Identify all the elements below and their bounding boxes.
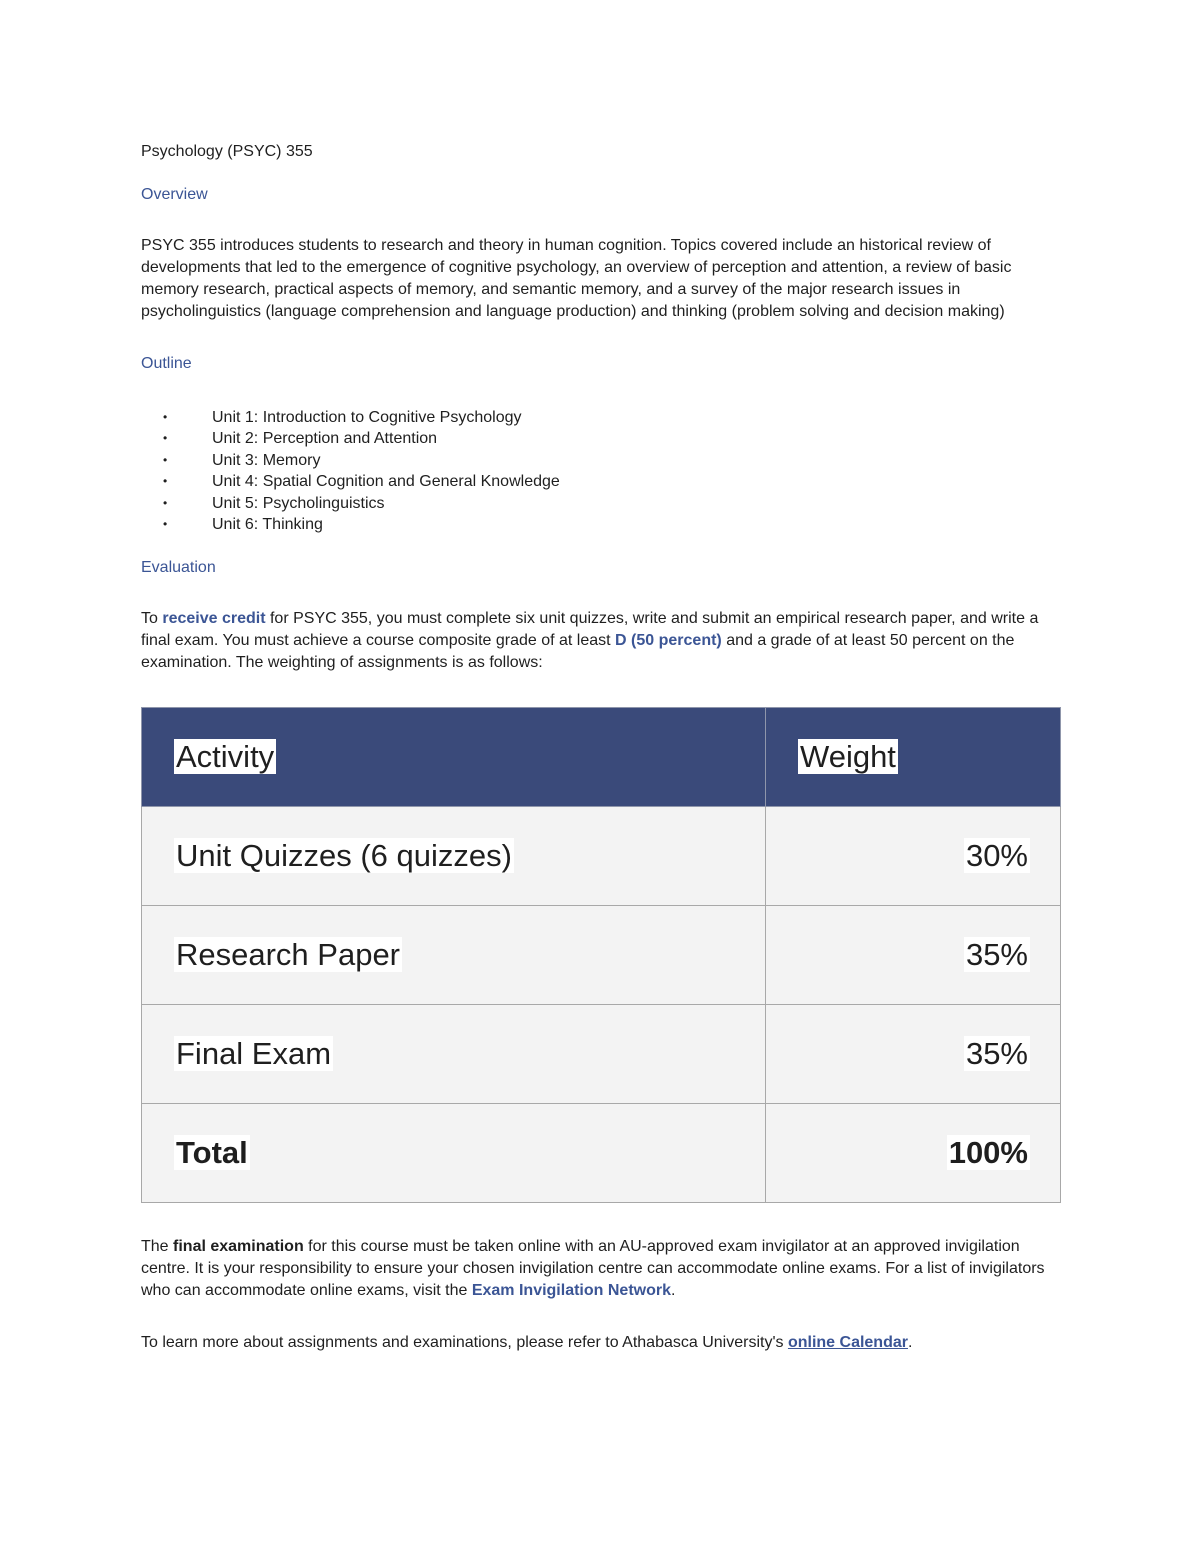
online-calendar-link[interactable]: online Calendar	[787, 1334, 908, 1352]
final-exam-text: .	[670, 1282, 676, 1300]
grade-d-link[interactable]: D (50 percent)	[615, 632, 722, 650]
list-item	[141, 471, 1061, 492]
bullet-icon: •	[163, 517, 168, 532]
final-examination-bold: final examination	[173, 1238, 304, 1256]
bullet-icon: •	[163, 474, 168, 489]
overview-heading: Overview	[141, 186, 208, 203]
calendar-text: To learn more about assignments and examinations, please refer to Athabasca University's	[141, 1334, 788, 1352]
list-item-label: Unit 4: Spatial Cognition and General Knowledge	[212, 473, 560, 491]
list-item-label: Unit 6: Thinking	[212, 516, 323, 534]
list-item	[141, 493, 1061, 514]
weight-cell: 30%	[766, 807, 1061, 906]
bullet-icon: •	[163, 431, 168, 446]
list-item-label: Unit 2: Perception and Attention	[212, 430, 438, 448]
evaluation-intro-text: To	[141, 610, 163, 628]
evaluation-intro	[141, 608, 1061, 674]
activity-cell: Final Exam	[142, 1005, 766, 1104]
evaluation-heading: Evaluation	[141, 559, 216, 577]
document-page	[141, 142, 1061, 1354]
calendar-text: .	[907, 1334, 913, 1352]
activity-cell: Research Paper	[142, 906, 766, 1005]
list-item-label: Unit 5: Psycholinguistics	[212, 494, 385, 512]
list-item-label: Unit 3: Memory	[212, 451, 321, 469]
bullet-icon: •	[163, 495, 168, 510]
evaluation-intro-text: and a grade of at least 50 percent on the examination. The weighting of assignments is as follows:	[141, 632, 1015, 672]
total-weight-cell: 100%	[766, 1104, 1061, 1203]
weighting-table	[141, 707, 1061, 1203]
total-label-cell: Total	[142, 1104, 766, 1203]
exam-invigilation-network-link[interactable]: Exam Invigilation Network	[471, 1282, 671, 1300]
activity-cell: Unit Quizzes (6 quizzes)	[142, 807, 766, 906]
bullet-icon: •	[163, 452, 168, 467]
evaluation-intro-text: for PSYC 355, you must complete six unit quizzes, write and submit an empirical research paper, and write a final exam. You must achieve a course composite grade of at least	[141, 610, 1039, 650]
page-title: Psychology (PSYC) 355	[141, 143, 313, 160]
outline-list	[141, 407, 1061, 535]
table-row	[142, 807, 1061, 906]
bullet-icon: •	[163, 410, 168, 424]
final-exam-paragraph	[141, 1236, 1061, 1302]
list-item	[141, 514, 1061, 535]
overview-text: PSYC 355 introduces students to research and theory in human cognition. Topics covered include an historical review of developments that led to the emergence of cognitive psychology, an overview of perception and attention, a review of basic memory research, practical aspects of memory, and semantic memory, and a survey of the major research issues in psycholinguistics (language comprehension and language production) and thinking (problem solving and decision making)	[141, 237, 1012, 320]
outline-heading: Outline	[141, 355, 192, 372]
list-item	[141, 407, 1061, 428]
header-activity: Activity	[142, 708, 766, 807]
weight-cell: 35%	[766, 906, 1061, 1005]
header-weight: Weight	[766, 708, 1061, 807]
final-exam-text: The	[141, 1238, 174, 1256]
table-header-row	[142, 708, 1061, 807]
final-exam-text: for this course must be taken online with an AU-approved exam invigilator at an approved invigilation centre. It is your responsibility to ensure your chosen invigilation centre can accommodate online exams. For a list of invigilators who can accommodate online exams, visit the	[141, 1238, 1045, 1300]
list-item-label: Unit 1: Introduction to Cognitive Psychology	[212, 409, 522, 426]
weight-cell: 35%	[766, 1005, 1061, 1104]
table-total-row	[142, 1104, 1061, 1203]
calendar-paragraph	[141, 1332, 1061, 1354]
table-row	[142, 1005, 1061, 1104]
list-item	[141, 428, 1061, 449]
list-item	[141, 450, 1061, 471]
table-row	[142, 906, 1061, 1005]
receive-credit-link[interactable]: receive credit	[162, 610, 266, 628]
